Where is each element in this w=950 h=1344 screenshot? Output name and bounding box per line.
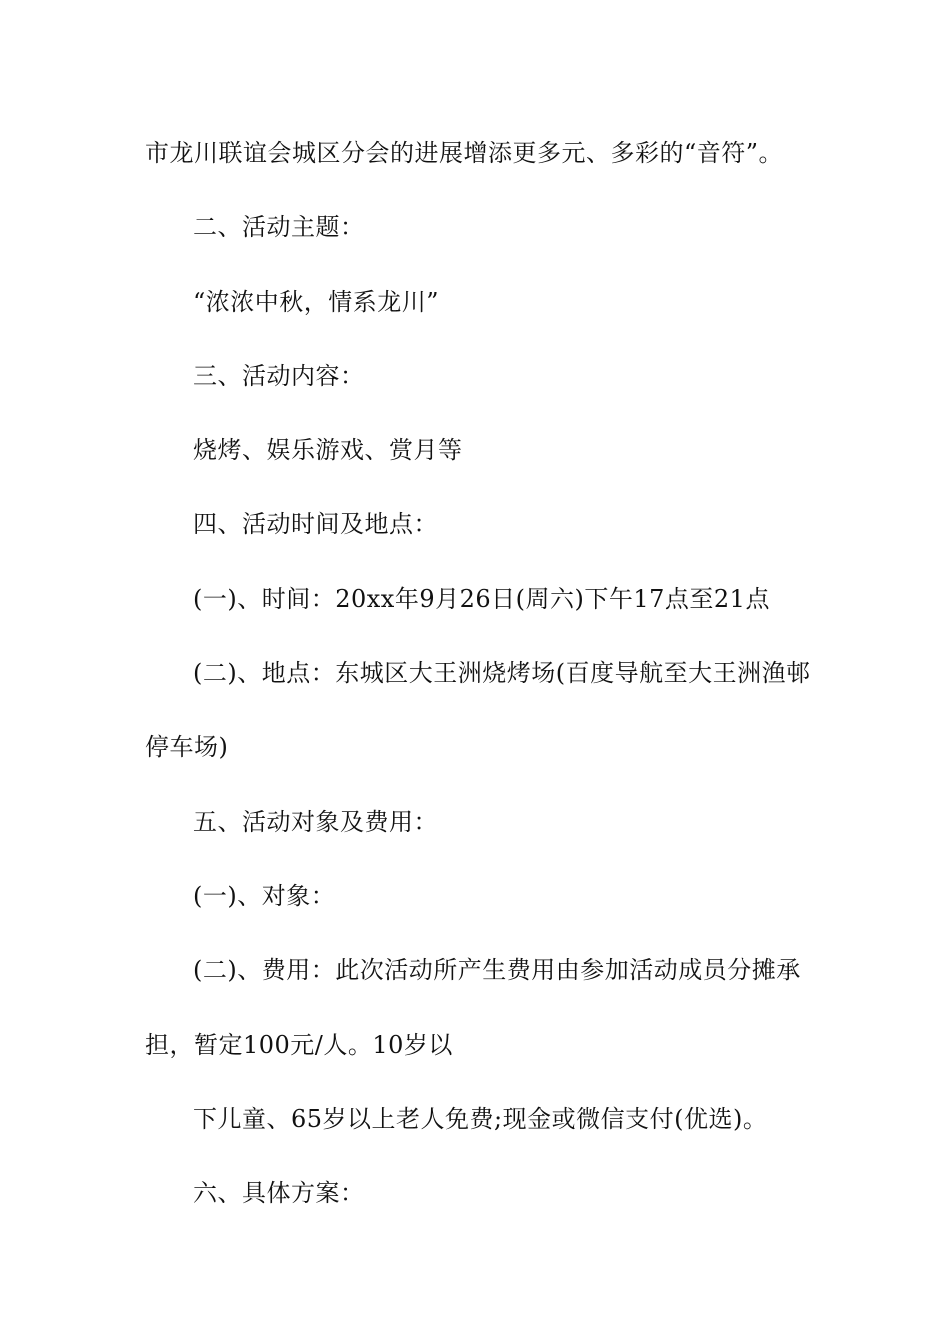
cost-exemption-text: 下儿童、65岁以上老人免费;现金或微信支付(优选)。 — [193, 1105, 768, 1133]
section-heading-theme: 二、活动主题： — [193, 213, 365, 241]
audience-text: (一)、对象： — [193, 882, 336, 910]
cost-text: (二)、费用：此次活动所产生费用由参加活动成员分摊承 — [193, 956, 801, 984]
place-text: (二)、地点：东城区大王洲烧烤场(百度导航至大王洲渔邨 — [193, 659, 811, 687]
cost-text-continued: 担，暂定100元/人。10岁以 — [145, 1031, 453, 1059]
time-text: (一)、时间：20xx年9月26日(周六)下午17点至21点 — [193, 585, 770, 613]
section-heading-time-place: 四、活动时间及地点： — [193, 510, 438, 538]
content-text: 烧烤、娱乐游戏、赏月等 — [193, 436, 463, 464]
section-heading-audience-cost: 五、活动对象及费用： — [193, 808, 438, 836]
paragraph-continuation: 市龙川联谊会城区分会的进展增添更多元、多彩的“音符”。 — [145, 139, 784, 167]
section-heading-plan: 六、具体方案： — [193, 1179, 365, 1207]
place-text-continued: 停车场) — [145, 733, 229, 761]
theme-text: “浓浓中秋，情系龙川” — [193, 288, 440, 316]
section-heading-content: 三、活动内容： — [193, 362, 365, 390]
